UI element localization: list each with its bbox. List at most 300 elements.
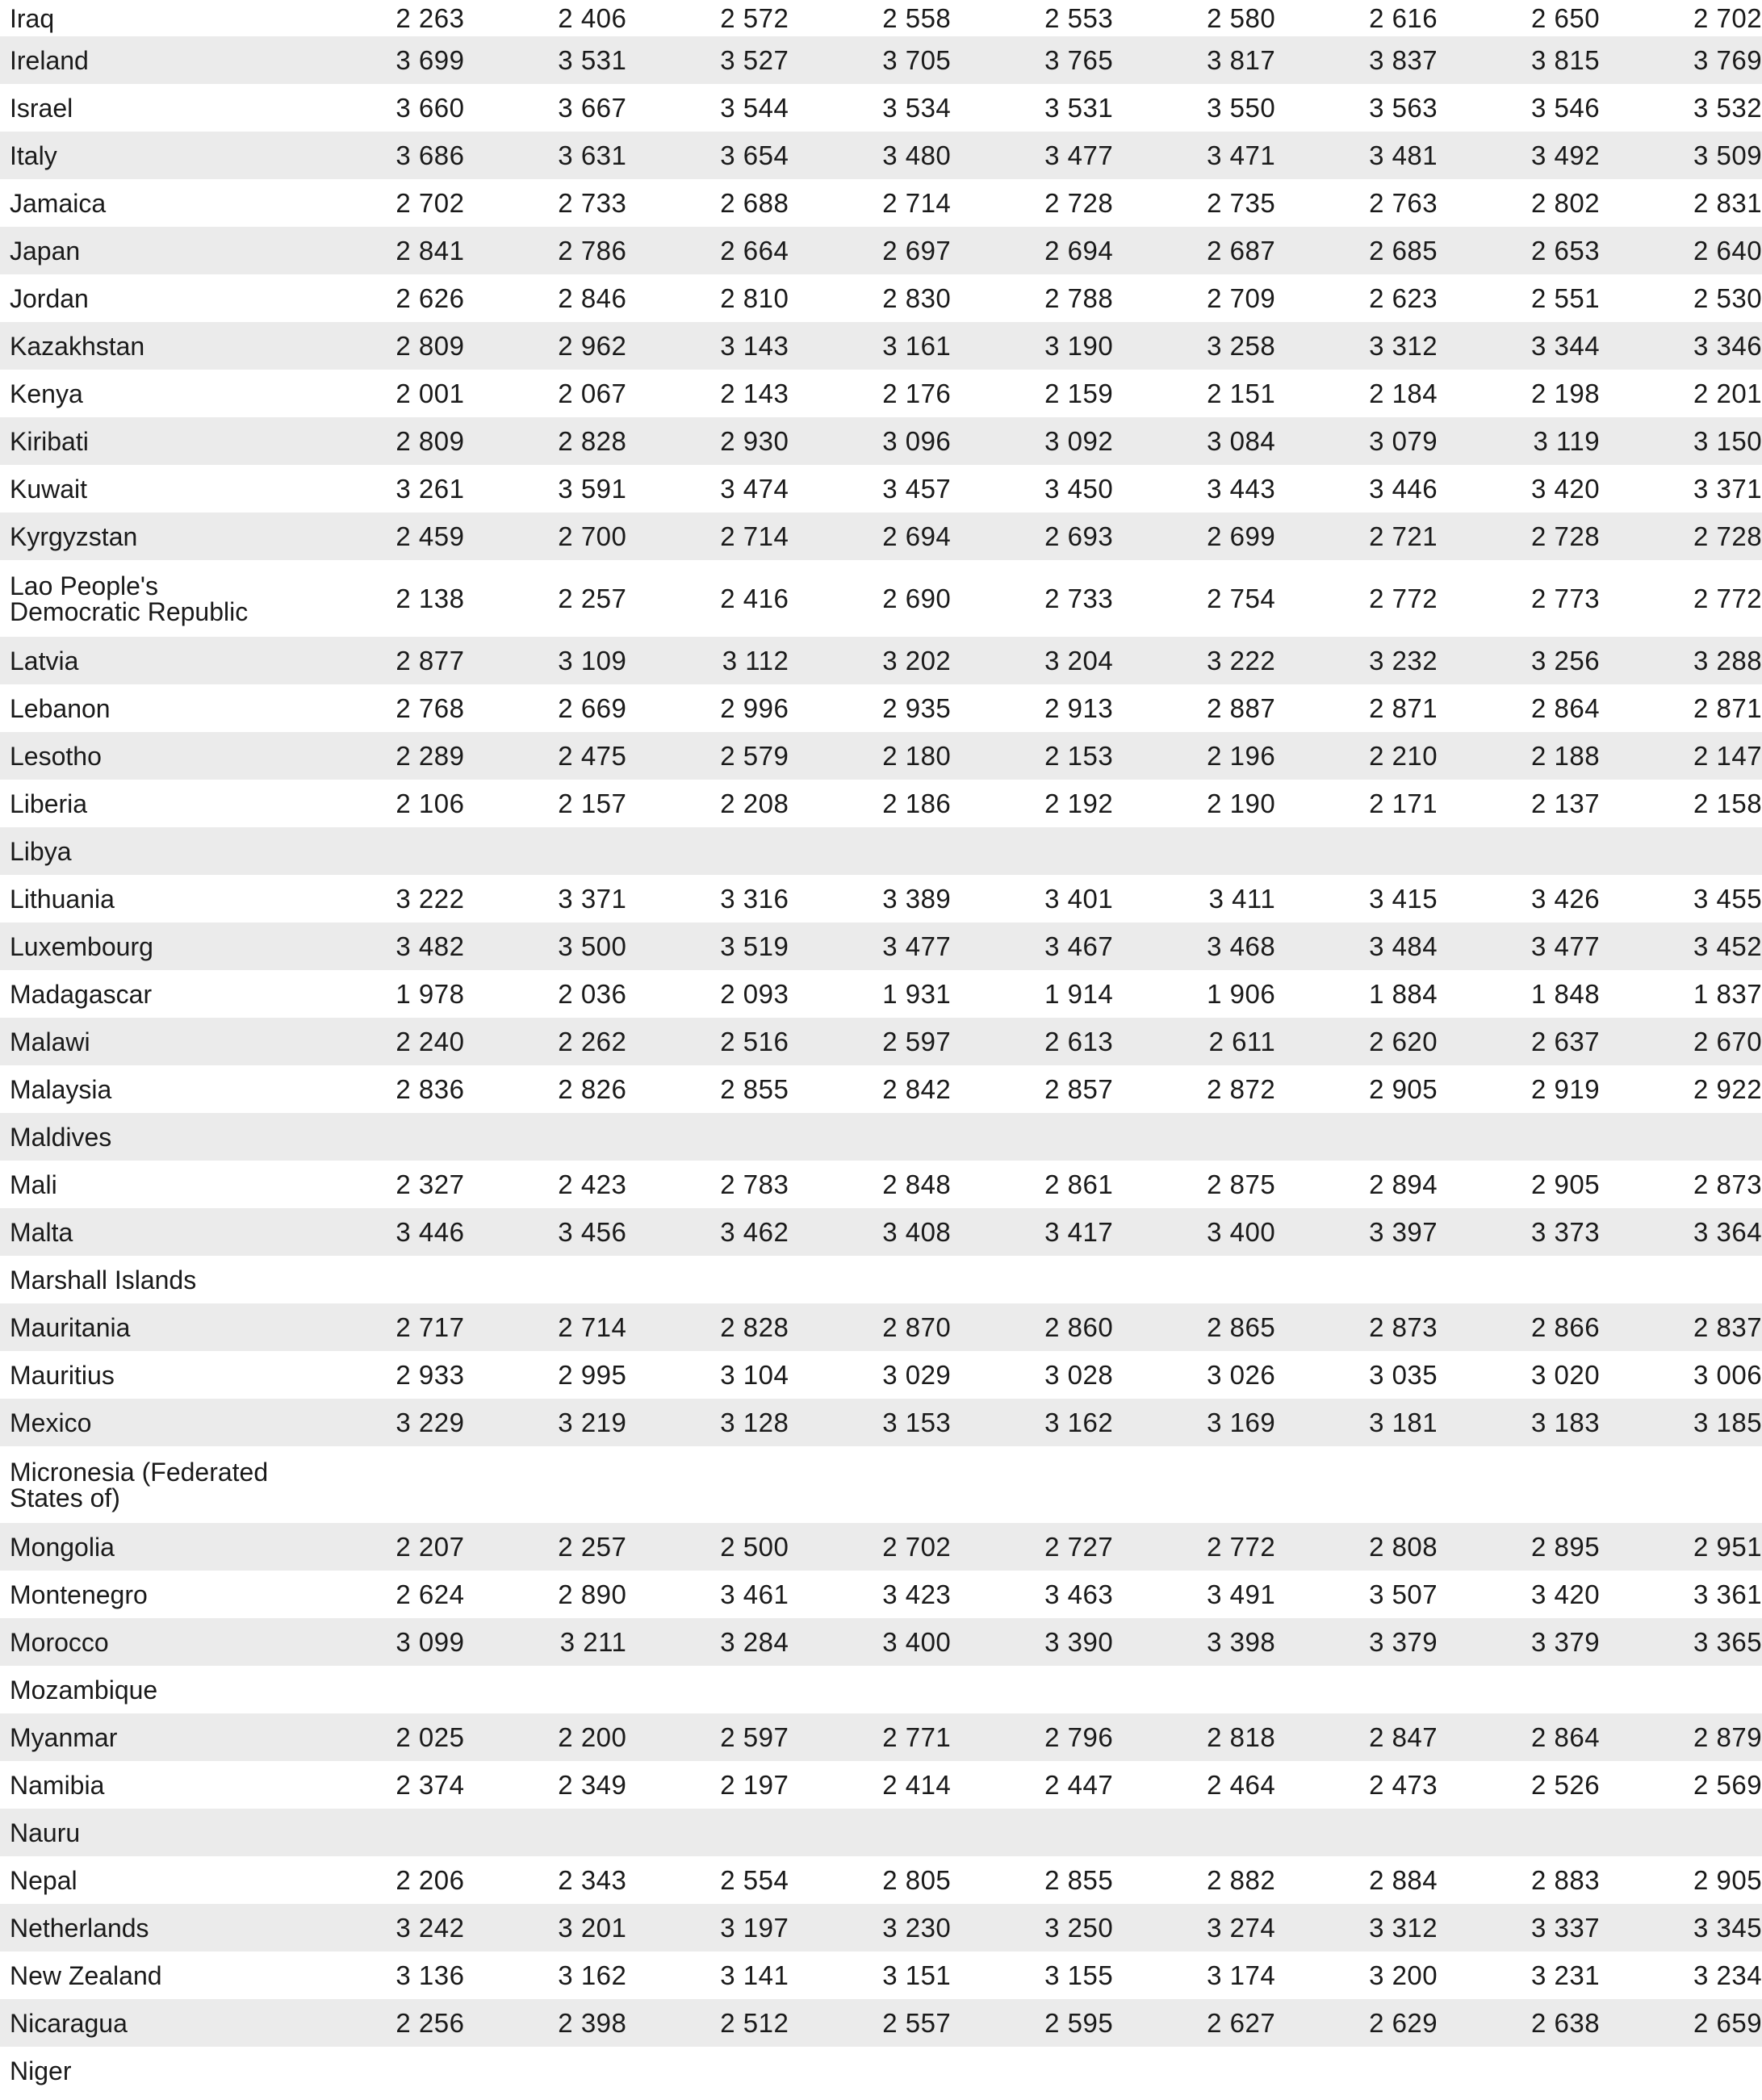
value-cell: 3 527	[720, 44, 789, 75]
table-row	[0, 1761, 1762, 1809]
value-cell: 2 842	[882, 1073, 952, 1104]
value-cell: 2 516	[720, 1026, 789, 1056]
value-cell: 2 210	[1369, 740, 1438, 771]
table-row	[0, 179, 1762, 227]
value-cell: 3 379	[1531, 1626, 1601, 1657]
table-row	[0, 875, 1762, 922]
value-cell: 2 208	[720, 788, 789, 818]
value-cell: 3 151	[882, 1960, 952, 1990]
country-name: Madagascar	[10, 979, 153, 1009]
value-cell: 2 106	[396, 788, 465, 818]
value-cell: 3 092	[1044, 425, 1114, 456]
value-cell: 2 416	[720, 583, 789, 613]
value-cell: 3 507	[1369, 1579, 1438, 1609]
value-cell: 3 631	[558, 140, 627, 170]
value-cell: 2 962	[558, 330, 627, 361]
value-cell: 2 001	[396, 378, 465, 408]
value-cell: 2 721	[1369, 521, 1438, 551]
value-cell: 3 837	[1369, 44, 1438, 75]
value-cell: 2 919	[1531, 1073, 1601, 1104]
value-cell: 3 026	[1207, 1359, 1276, 1390]
value-cell: 2 530	[1693, 282, 1762, 313]
value-cell: 2 196	[1207, 740, 1276, 771]
value-cell: 3 084	[1207, 425, 1276, 456]
table-row	[0, 1065, 1762, 1113]
value-cell: 2 895	[1531, 1531, 1601, 1562]
value-cell: 3 141	[720, 1960, 789, 1990]
table-row	[0, 1351, 1762, 1399]
value-cell: 3 136	[396, 1960, 465, 1990]
value-cell: 3 667	[558, 92, 627, 123]
value-cell: 2 611	[1208, 1026, 1276, 1056]
value-cell: 2 841	[396, 235, 465, 266]
value-cell: 3 373	[1531, 1216, 1601, 1247]
value-cell: 1 884	[1369, 978, 1438, 1009]
value-cell: 2 153	[1044, 740, 1114, 771]
table-row	[0, 1303, 1762, 1351]
table-row	[0, 827, 1762, 875]
value-cell: 2 176	[882, 378, 952, 408]
value-cell: 2 861	[1044, 1169, 1114, 1199]
value-cell: 3 519	[720, 931, 789, 961]
value-cell: 2 659	[1693, 2007, 1762, 2038]
country-name: Malaysia	[10, 1074, 112, 1104]
value-cell: 2 025	[396, 1721, 465, 1752]
value-cell: 3 316	[720, 883, 789, 914]
country-name: Niger	[10, 2056, 72, 2085]
value-cell: 3 389	[882, 883, 952, 914]
value-cell: 2 558	[882, 2, 952, 33]
country-name: Israel	[10, 93, 73, 123]
value-cell: 3 401	[1044, 883, 1114, 914]
value-cell: 3 415	[1369, 883, 1438, 914]
value-cell: 2 557	[882, 2007, 952, 2038]
value-cell: 2 447	[1044, 1769, 1114, 1800]
value-cell: 3 231	[1531, 1960, 1601, 1990]
value-cell: 3 467	[1044, 931, 1114, 961]
value-cell: 2 157	[558, 788, 627, 818]
value-cell: 2 887	[1207, 692, 1276, 723]
value-cell: 2 406	[558, 2, 627, 33]
value-cell: 3 096	[882, 425, 952, 456]
value-cell: 2 836	[396, 1073, 465, 1104]
value-cell: 3 161	[882, 330, 952, 361]
value-cell: 2 995	[558, 1359, 627, 1390]
value-cell: 2 158	[1693, 788, 1762, 818]
value-cell: 3 534	[882, 92, 952, 123]
table-row	[0, 637, 1762, 684]
value-cell: 2 802	[1531, 187, 1601, 218]
country-name: Iraq	[10, 3, 55, 33]
value-cell: 2 951	[1693, 1531, 1762, 1562]
value-cell: 2 067	[558, 378, 627, 408]
value-cell: 2 702	[1693, 2, 1762, 33]
value-cell: 3 484	[1369, 931, 1438, 961]
value-cell: 3 258	[1207, 330, 1276, 361]
country-name: Nauru	[10, 1818, 81, 1847]
value-cell: 2 143	[720, 378, 789, 408]
value-cell: 2 694	[1044, 235, 1114, 266]
value-cell: 2 690	[882, 583, 952, 613]
table-row	[0, 370, 1762, 417]
value-cell: 3 591	[558, 473, 627, 504]
value-cell: 3 371	[558, 883, 627, 914]
value-cell: 2 890	[558, 1579, 627, 1609]
value-cell: 3 456	[558, 1216, 627, 1247]
value-cell: 3 109	[558, 645, 627, 676]
value-cell: 2 597	[720, 1721, 789, 1752]
value-cell: 2 996	[720, 692, 789, 723]
value-cell: 3 500	[558, 931, 627, 961]
value-cell: 3 174	[1207, 1960, 1276, 1990]
value-cell: 2 857	[1044, 1073, 1114, 1104]
value-cell: 2 554	[720, 1864, 789, 1895]
table-row	[0, 1666, 1762, 1713]
table-row	[0, 1399, 1762, 1446]
value-cell: 2 613	[1044, 1026, 1114, 1056]
country-name: Nepal	[10, 1865, 77, 1895]
value-cell: 2 883	[1531, 1864, 1601, 1895]
value-cell: 3 112	[722, 645, 789, 676]
table-row	[0, 1856, 1762, 1904]
value-cell: 2 702	[396, 187, 465, 218]
value-cell: 2 872	[1207, 1073, 1276, 1104]
country-name: Kazakhstan	[10, 331, 145, 361]
value-cell: 2 809	[396, 330, 465, 361]
value-cell: 2 257	[558, 583, 627, 613]
value-cell: 2 772	[1369, 583, 1438, 613]
value-cell: 1 931	[882, 978, 952, 1009]
value-cell: 2 151	[1207, 378, 1276, 408]
value-cell: 2 763	[1369, 187, 1438, 218]
value-cell: 2 459	[396, 521, 465, 551]
value-cell: 2 595	[1044, 2007, 1114, 2038]
value-cell: 2 805	[882, 1864, 952, 1895]
value-cell: 2 198	[1531, 378, 1601, 408]
value-cell: 2 733	[1044, 583, 1114, 613]
value-cell: 2 728	[1531, 521, 1601, 551]
country-name: Latvia	[10, 646, 79, 676]
value-cell: 3 400	[1207, 1216, 1276, 1247]
value-cell: 2 637	[1531, 1026, 1601, 1056]
value-cell: 3 654	[720, 140, 789, 170]
value-cell: 3 128	[720, 1407, 789, 1437]
value-cell: 2 935	[882, 692, 952, 723]
value-cell: 2 256	[396, 2007, 465, 2038]
value-cell: 2 526	[1531, 1769, 1601, 1800]
value-cell: 2 623	[1369, 282, 1438, 313]
value-cell: 1 848	[1531, 978, 1601, 1009]
value-cell: 3 457	[882, 473, 952, 504]
value-cell: 2 772	[1207, 1531, 1276, 1562]
country-name: Netherlands	[10, 1913, 149, 1943]
value-cell: 3 398	[1207, 1626, 1276, 1657]
value-cell: 2 475	[558, 740, 627, 771]
value-cell: 3 531	[1044, 92, 1114, 123]
value-cell: 3 400	[882, 1626, 952, 1657]
value-cell: 2 709	[1207, 282, 1276, 313]
table-row	[0, 132, 1762, 179]
value-cell: 3 455	[1693, 883, 1762, 914]
value-cell: 3 361	[1693, 1579, 1762, 1609]
value-cell: 3 211	[559, 1626, 627, 1657]
value-cell: 2 871	[1693, 692, 1762, 723]
value-cell: 2 786	[558, 235, 627, 266]
country-name: New Zealand	[10, 1960, 162, 1990]
value-cell: 2 873	[1693, 1169, 1762, 1199]
value-cell: 1 906	[1207, 978, 1276, 1009]
value-cell: 2 664	[720, 235, 789, 266]
value-cell: 3 443	[1207, 473, 1276, 504]
value-cell: 3 686	[396, 140, 465, 170]
value-cell: 3 185	[1693, 1407, 1762, 1437]
value-cell: 3 481	[1369, 140, 1438, 170]
value-cell: 3 181	[1369, 1407, 1438, 1437]
country-name: Maldives	[10, 1122, 112, 1152]
value-cell: 2 831	[1693, 187, 1762, 218]
value-cell: 2 374	[396, 1769, 465, 1800]
value-cell: 1 837	[1693, 978, 1762, 1009]
value-cell: 3 474	[720, 473, 789, 504]
table-row	[0, 1904, 1762, 1951]
value-cell: 3 274	[1207, 1912, 1276, 1943]
value-cell: 2 772	[1693, 583, 1762, 613]
value-cell: 3 491	[1207, 1579, 1276, 1609]
value-cell: 2 693	[1044, 521, 1114, 551]
value-cell: 2 714	[558, 1311, 627, 1342]
value-cell: 3 482	[396, 931, 465, 961]
value-cell: 3 660	[396, 92, 465, 123]
table-row	[0, 2047, 1762, 2094]
value-cell: 2 343	[558, 1864, 627, 1895]
value-cell: 2 847	[1369, 1721, 1438, 1752]
table-row	[0, 465, 1762, 512]
value-cell: 2 188	[1531, 740, 1601, 771]
value-cell: 3 312	[1369, 1912, 1438, 1943]
value-cell: 2 771	[882, 1721, 952, 1752]
value-cell: 2 093	[720, 978, 789, 1009]
value-cell: 2 735	[1207, 187, 1276, 218]
value-cell: 3 815	[1531, 44, 1601, 75]
value-cell: 2 754	[1207, 583, 1276, 613]
value-cell: 3 200	[1369, 1960, 1438, 1990]
value-cell: 2 865	[1207, 1311, 1276, 1342]
value-cell: 3 379	[1369, 1626, 1438, 1657]
table-row	[0, 322, 1762, 370]
value-cell: 3 312	[1369, 330, 1438, 361]
value-cell: 2 905	[1531, 1169, 1601, 1199]
value-cell: 3 288	[1693, 645, 1762, 676]
value-cell: 2 180	[882, 740, 952, 771]
value-cell: 3 104	[720, 1359, 789, 1390]
country-name: Libya	[10, 836, 72, 866]
value-cell: 2 922	[1693, 1073, 1762, 1104]
value-cell: 2 700	[558, 521, 627, 551]
table-row	[0, 732, 1762, 780]
value-cell: 3 079	[1369, 425, 1438, 456]
value-cell: 1 978	[396, 978, 465, 1009]
value-cell: 2 788	[1044, 282, 1114, 313]
value-cell: 3 532	[1693, 92, 1762, 123]
value-cell: 3 261	[396, 473, 465, 504]
value-cell: 2 768	[396, 692, 465, 723]
country-name: Mexico	[10, 1408, 92, 1437]
value-cell: 2 579	[720, 740, 789, 771]
country-name: Mozambique	[10, 1675, 158, 1705]
value-cell: 3 162	[558, 1960, 627, 1990]
value-cell: 2 808	[1369, 1531, 1438, 1562]
table-row	[0, 1446, 1762, 1523]
value-cell: 2 200	[558, 1721, 627, 1752]
table-row	[0, 0, 1762, 36]
table-row	[0, 1809, 1762, 1856]
value-cell: 3 477	[882, 931, 952, 961]
value-cell: 2 650	[1531, 2, 1601, 33]
country-name: Montenegro	[10, 1579, 148, 1609]
value-cell: 3 364	[1693, 1216, 1762, 1247]
table-row	[0, 1113, 1762, 1161]
value-cell: 2 512	[720, 2007, 789, 2038]
value-cell: 2 685	[1369, 235, 1438, 266]
value-cell: 2 848	[882, 1169, 952, 1199]
country-name: Jamaica	[10, 188, 107, 218]
value-cell: 3 461	[720, 1579, 789, 1609]
table-row	[0, 1571, 1762, 1618]
value-cell: 1 914	[1044, 978, 1114, 1009]
value-cell: 2 837	[1693, 1311, 1762, 1342]
table-row	[0, 1618, 1762, 1666]
value-cell: 3 242	[396, 1912, 465, 1943]
table-row	[0, 227, 1762, 274]
value-cell: 2 699	[1207, 521, 1276, 551]
value-cell: 3 477	[1044, 140, 1114, 170]
value-cell: 3 426	[1531, 883, 1601, 914]
value-cell: 2 640	[1693, 235, 1762, 266]
value-cell: 3 219	[558, 1407, 627, 1437]
value-cell: 2 830	[882, 282, 952, 313]
value-cell: 3 029	[882, 1359, 952, 1390]
value-cell: 2 818	[1207, 1721, 1276, 1752]
country-name: Ireland	[10, 45, 89, 75]
value-cell: 3 006	[1693, 1359, 1762, 1390]
country-name: Kuwait	[10, 474, 88, 504]
value-cell: 3 397	[1369, 1216, 1438, 1247]
value-cell: 3 183	[1531, 1407, 1601, 1437]
value-cell: 2 626	[396, 282, 465, 313]
value-cell: 2 464	[1207, 1769, 1276, 1800]
value-cell: 3 420	[1531, 473, 1601, 504]
table-row	[0, 1208, 1762, 1256]
value-cell: 3 544	[720, 92, 789, 123]
value-cell: 3 423	[882, 1579, 952, 1609]
value-cell: 2 702	[882, 1531, 952, 1562]
country-name: Micronesia (Federated States of)	[10, 1457, 269, 1512]
value-cell: 2 864	[1531, 1721, 1601, 1752]
value-cell: 3 365	[1693, 1626, 1762, 1657]
table-row	[0, 1999, 1762, 2047]
value-cell: 3 446	[1369, 473, 1438, 504]
value-cell: 2 653	[1531, 235, 1601, 266]
value-cell: 2 894	[1369, 1169, 1438, 1199]
table-row	[0, 1161, 1762, 1208]
value-cell: 3 155	[1044, 1960, 1114, 1990]
country-name: Kiribati	[10, 426, 89, 456]
table-row	[0, 1256, 1762, 1303]
country-name: Marshall Islands	[10, 1265, 197, 1295]
value-cell: 2 809	[396, 425, 465, 456]
value-cell: 2 624	[396, 1579, 465, 1609]
value-cell: 2 240	[396, 1026, 465, 1056]
table-row	[0, 1523, 1762, 1571]
value-cell: 2 190	[1207, 788, 1276, 818]
value-cell: 2 714	[720, 521, 789, 551]
table-row	[0, 560, 1762, 637]
value-cell: 2 669	[558, 692, 627, 723]
value-cell: 2 138	[396, 583, 465, 613]
country-name: Liberia	[10, 789, 88, 818]
value-cell: 2 828	[720, 1311, 789, 1342]
country-name: Lesotho	[10, 741, 102, 771]
country-name: Lithuania	[10, 884, 115, 914]
table-row	[0, 780, 1762, 827]
value-cell: 2 206	[396, 1864, 465, 1895]
value-cell: 2 620	[1369, 1026, 1438, 1056]
value-cell: 2 572	[720, 2, 789, 33]
value-cell: 2 670	[1693, 1026, 1762, 1056]
country-name: Kyrgyzstan	[10, 521, 138, 551]
value-cell: 2 796	[1044, 1721, 1114, 1752]
value-cell: 2 349	[558, 1769, 627, 1800]
value-cell: 2 855	[720, 1073, 789, 1104]
value-cell: 3 477	[1531, 931, 1601, 961]
value-cell: 2 733	[558, 187, 627, 218]
table-row	[0, 1951, 1762, 1999]
country-name: Lao People's Democratic Republic	[10, 571, 249, 626]
value-cell: 3 204	[1044, 645, 1114, 676]
value-cell: 3 550	[1207, 92, 1276, 123]
country-name: Malawi	[10, 1027, 90, 1056]
value-cell: 2 687	[1207, 235, 1276, 266]
value-cell: 2 873	[1369, 1311, 1438, 1342]
country-name: Mali	[10, 1169, 57, 1199]
value-cell: 2 500	[720, 1531, 789, 1562]
value-cell: 2 875	[1207, 1169, 1276, 1199]
value-cell: 3 480	[882, 140, 952, 170]
table-row	[0, 512, 1762, 560]
value-cell: 2 871	[1369, 692, 1438, 723]
value-cell: 2 694	[882, 521, 952, 551]
value-cell: 3 390	[1044, 1626, 1114, 1657]
value-cell: 2 930	[720, 425, 789, 456]
country-name: Malta	[10, 1217, 73, 1247]
value-cell: 2 810	[720, 282, 789, 313]
value-cell: 3 509	[1693, 140, 1762, 170]
value-cell: 2 855	[1044, 1864, 1114, 1895]
value-cell: 2 879	[1693, 1721, 1762, 1752]
value-cell: 3 099	[396, 1626, 465, 1657]
value-cell: 2 580	[1207, 2, 1276, 33]
value-cell: 3 229	[396, 1407, 465, 1437]
value-cell: 2 137	[1531, 788, 1601, 818]
value-cell: 3 531	[558, 44, 627, 75]
value-cell: 2 551	[1531, 282, 1601, 313]
value-cell: 2 828	[558, 425, 627, 456]
value-cell: 2 866	[1531, 1311, 1601, 1342]
value-cell: 2 186	[882, 788, 952, 818]
country-name: Mauritania	[10, 1312, 131, 1342]
value-cell: 2 327	[396, 1169, 465, 1199]
value-cell: 2 717	[396, 1311, 465, 1342]
